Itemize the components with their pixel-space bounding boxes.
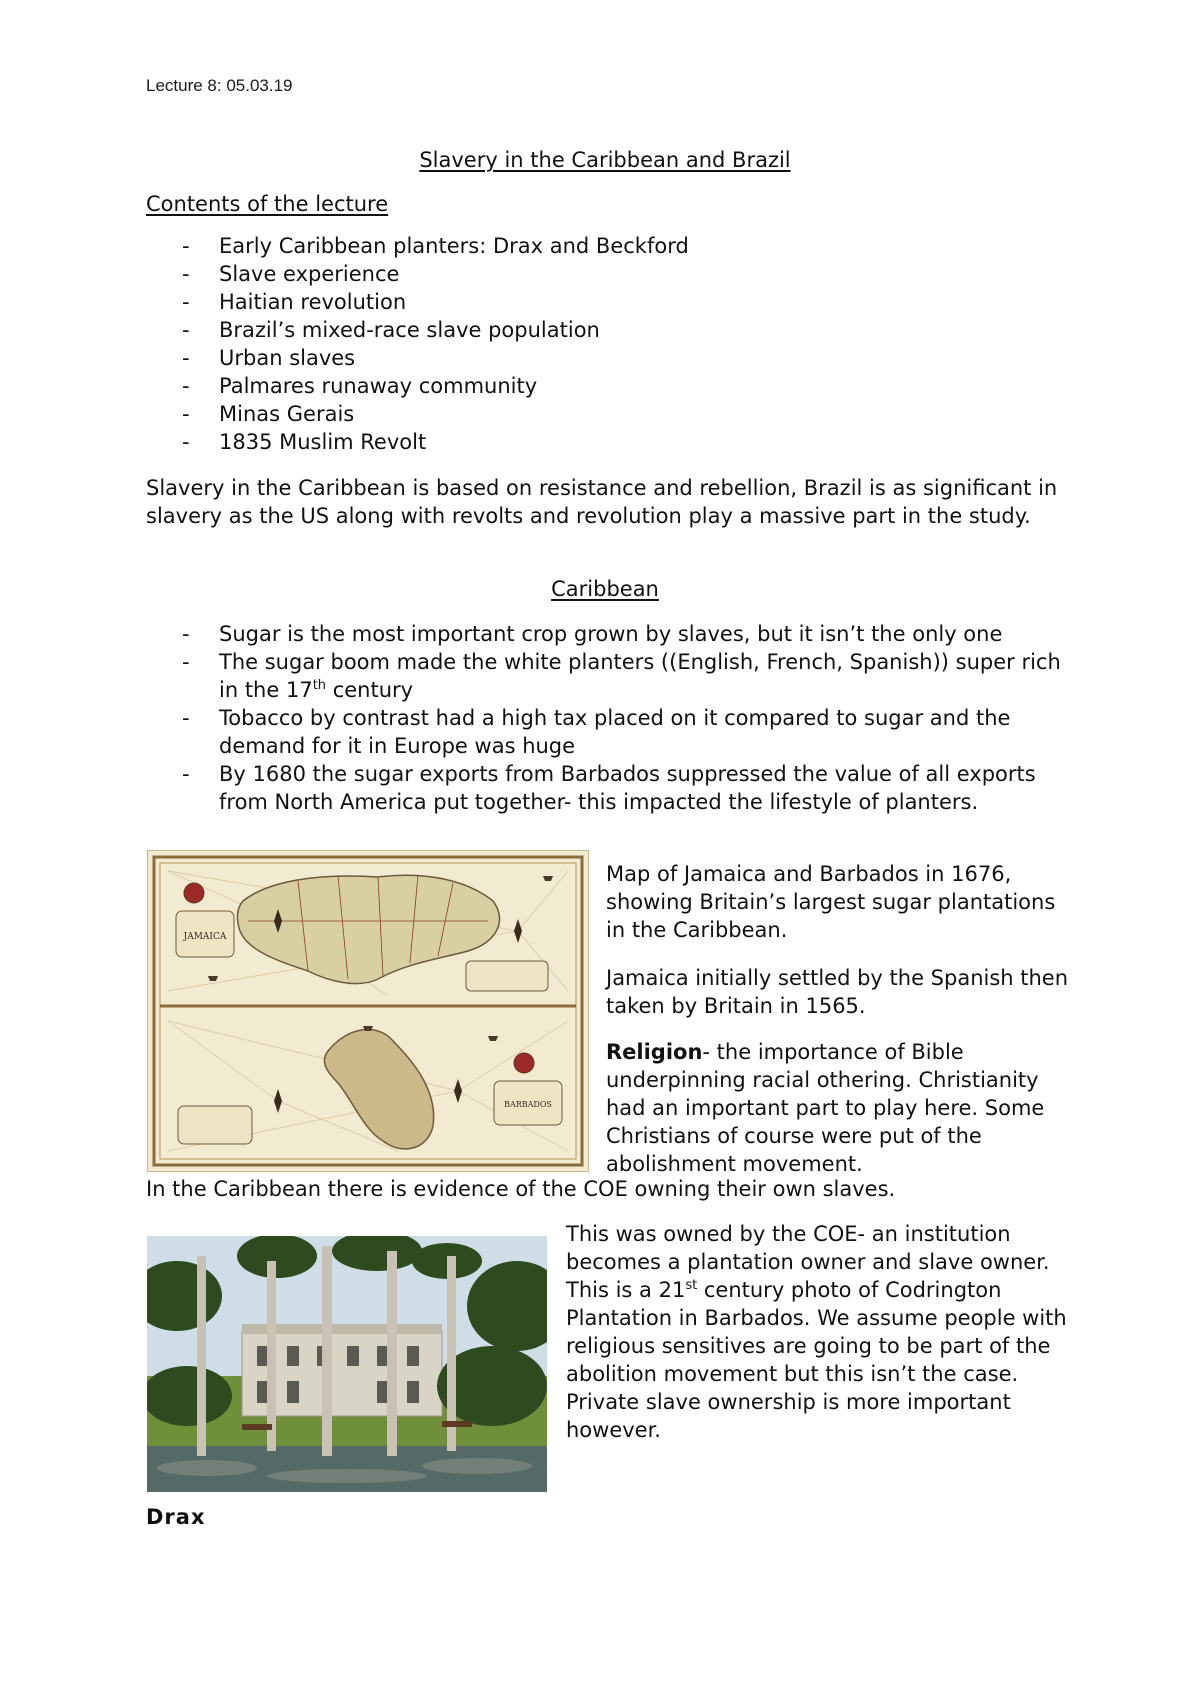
contents-heading: Contents of the lecture — [146, 192, 389, 216]
map-label-barbados: BARBADOS — [504, 1100, 552, 1109]
list-item: - By 1680 the sugar exports from Barbados suppressed the value of all exports from North America put together- this impacted the lifestyle of planters. — [182, 762, 1036, 814]
coe-paragraph: In the Caribbean there is evidence of the COE owning their own slaves. — [146, 1177, 896, 1201]
codrington-plantation-photo — [147, 1236, 547, 1492]
contents-list — [146, 232, 1076, 456]
map-label-jamaica: JAMAICA — [183, 932, 227, 942]
list-item: - The sugar boom made the white planters ((English, French, Spanish)) super rich in the 17th century — [182, 650, 1061, 702]
jamaica-settlement-text: Jamaica initially settled by the Spanish then taken by Britain in 1565. — [606, 966, 1069, 1018]
lecture-header: Lecture 8: 05.03.19 — [146, 76, 293, 95]
list-item: - 1835 Muslim Revolt — [182, 430, 427, 454]
list-item: - Haitian revolution — [182, 290, 407, 314]
list-item: - Slave experience — [182, 262, 400, 286]
list-item: - Palmares runaway community — [182, 374, 538, 398]
caribbean-list — [146, 620, 1076, 816]
list-item: - Brazil’s mixed-race slave population — [182, 318, 600, 342]
caribbean-heading: Caribbean — [551, 577, 659, 601]
list-item: - Minas Gerais — [182, 402, 355, 426]
list-item: - Tobacco by contrast had a high tax placed on it compared to sugar and the demand for it in Europe was huge — [182, 706, 1011, 758]
intro-paragraph: Slavery in the Caribbean is based on resistance and rebellion, Brazil is as significant in slavery as the US along with revolts and revolution play a massive part in the study. — [146, 476, 1058, 528]
list-item: - Urban slaves — [182, 346, 356, 370]
map-caption: Map of Jamaica and Barbados in 1676, showing Britain’s largest sugar plantations in the Caribbean. — [606, 862, 1056, 942]
photo-description: This was owned by the COE- an institution becomes a plantation owner and slave owner. This is a 21st century photo of Codrington Plantation in Barbados. We assume people with religious sensitives are going to be part of the abolition movement but this isn’t the case. Private slave ownership is more important however. — [566, 1222, 1067, 1442]
document-title: Slavery in the Caribbean and Brazil — [419, 148, 791, 172]
drax-heading: Drax — [146, 1505, 206, 1529]
list-item: - Early Caribbean planters: Drax and Beckford — [182, 234, 689, 258]
religion-label: Religion — [606, 1040, 703, 1064]
religion-paragraph: Religion- the importance of Bible underpinning racial othering. Christianity had an important part to play here. Some Christians of course were put of the abolishment movement. — [606, 1040, 1045, 1176]
jamaica-barbados-map-image — [147, 850, 589, 1172]
list-item: - Sugar is the most important crop grown by slaves, but it isn’t the only one — [182, 622, 1003, 646]
